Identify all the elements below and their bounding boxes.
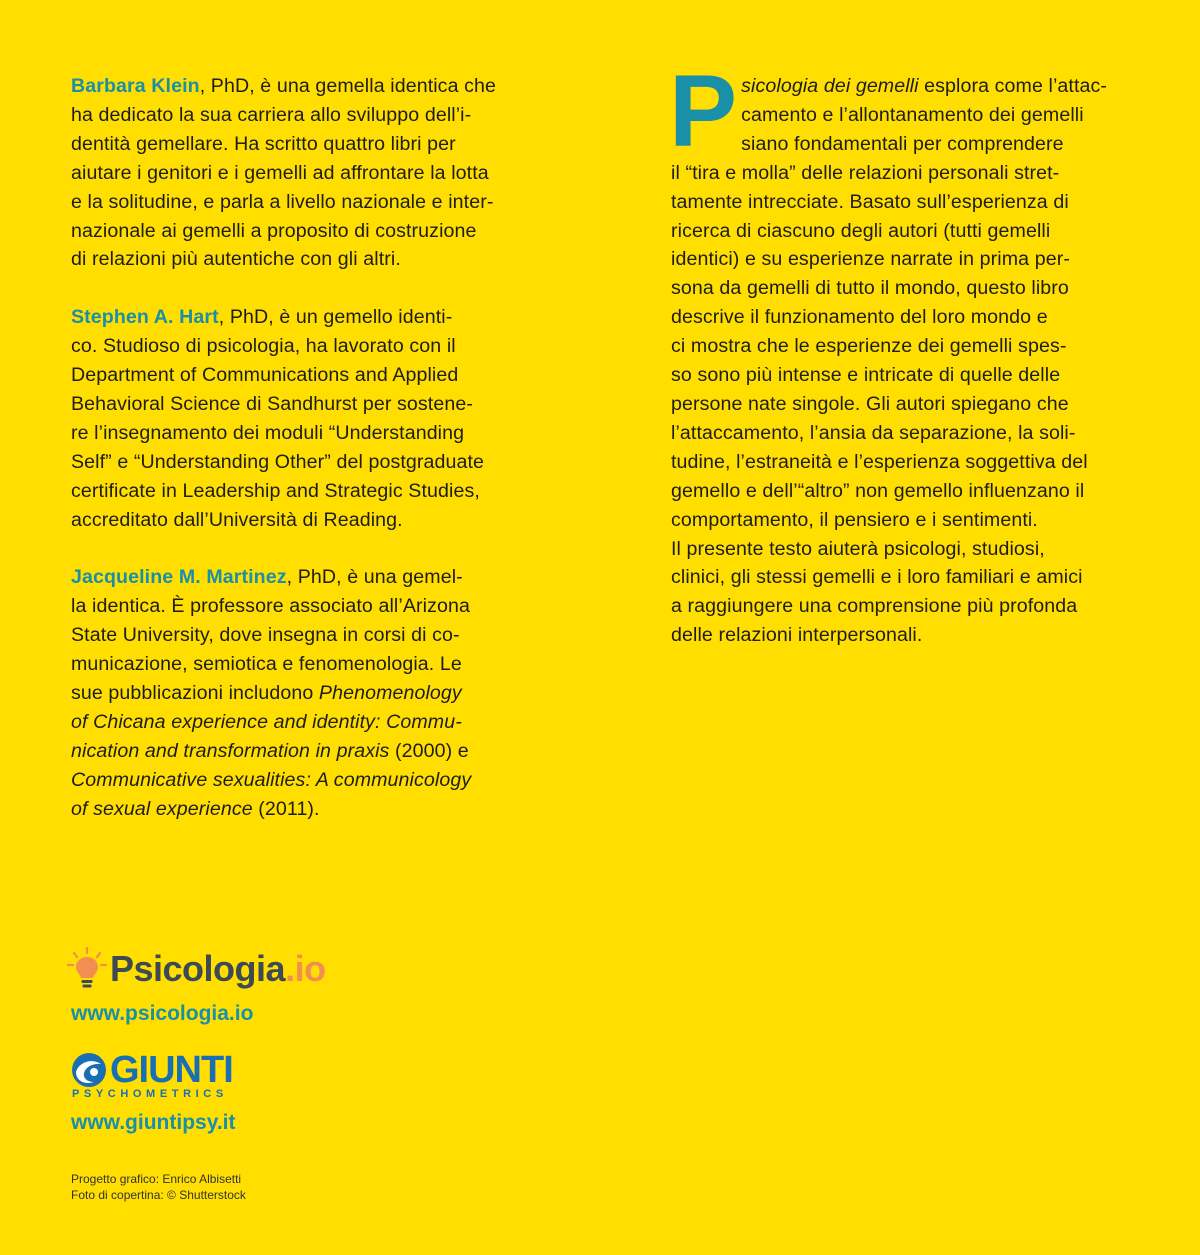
author-name: Stephen A. Hart (71, 306, 219, 329)
book-description: P sicologia dei gemelli esplora come l’attac- camento e l’allontanamento dei gemelli siano fondamentali per comprendere il “tira e molla” delle relazioni personali stret- tamente intrecciate. Basato sull’esperienza di ricerca di ciascuno degli autori (tutti gemelli identici) e su esperienze narrate in prima per- sona da gemelli di tutto il mondo, questo libro descrive il funzionamento del loro mondo e ci mostra che le esperienze dei gemelli spes- so sono più intense e intricate di quelle delle persone nate singole. Gli autori spiegano che l’attaccamento, l’ansia da separazione, la soli- tudine, l’estraneità e l’esperienza soggettiva del gemello e dell’“altro” non gemello influenzano il comportamento, il pensiero e i sentimenti. Il presente testo aiuterà psicologi, studiosi, clinici, gli stessi gemelli e i loro familiari e amici a raggiungere una comprensione più profonda delle relazioni interpersonali. (669, 54, 1108, 647)
author-bios (71, 72, 531, 852)
bio-stephen-hart: Stephen A. Hart, PhD, è un gemello identi- co. Studioso di psicologia, ha lavorato con il Department of Communications and Applied Behavioral Science di Sandhurst per sostene- re l’insegnamento dei moduli “Understanding Self” e “Understanding Other” del postgraduate certificate in Leadership and Strategic Studies, accreditato dall’Università di Reading. (71, 306, 485, 531)
book-title: Phenomenology (318, 682, 462, 704)
credits (71, 1172, 246, 1203)
book-title: sicologia dei gemelli (741, 75, 919, 97)
author-name: Jacqueline M. Martinez (71, 566, 287, 589)
giunti-swirl-icon (70, 1052, 108, 1088)
book-title: of sexual experience (71, 797, 253, 820)
book-title: nication and transformation in praxis (71, 739, 390, 762)
design-credit: Progetto grafico: Enrico Albisetti (71, 1172, 242, 1186)
psicologia-io-logo (66, 946, 326, 992)
psicologia-brand: Psicologia.io (110, 948, 326, 989)
photo-credit: Foto di copertina: © Shutterstock (71, 1187, 246, 1202)
psicologia-url[interactable]: www.psicologia.io (71, 1002, 254, 1025)
giunti-psychometrics-logo (70, 1050, 233, 1100)
giunti-subtitle: PSYCHOMETRICS (72, 1088, 228, 1100)
bio-barbara-klein: Barbara Klein, PhD, è una gemella identica che ha dedicato la sua carriera allo sviluppo dell’i- dentità gemellare. Ha scritto quattro libri per aiutare i genitori e i gemelli ad affrontare la lotta e la solitudine, e parla a livello nazionale e inter- nazionale ai gemelli a proposito di costruzione di relazioni più autentiche con gli altri. (71, 75, 497, 271)
drop-cap: P (669, 54, 738, 168)
author-name: Barbara Klein (71, 75, 200, 97)
lightbulb-icon (66, 946, 108, 992)
giunti-brand: GIUNTI (110, 1049, 233, 1091)
bio-jacqueline-martinez: Jacqueline M. Martinez, PhD, è una gemel- la identica. È professore associato all’Arizona State University, dove insegna in corsi di co- municazione, semiotica e fenomenologia. Le sue pubblicazioni includono Phenomenology of Chicana experience and identity: Commu- nication and transformation in praxis (2000) e Communicative sexualities: A communicology of sexual experience (2011). (71, 566, 472, 820)
giunti-url[interactable]: www.giuntipsy.it (71, 1111, 236, 1134)
book-title: Communicative sexualities: A communicology (71, 768, 472, 791)
book-title: of Chicana experience and identity: Commu- (71, 710, 462, 733)
